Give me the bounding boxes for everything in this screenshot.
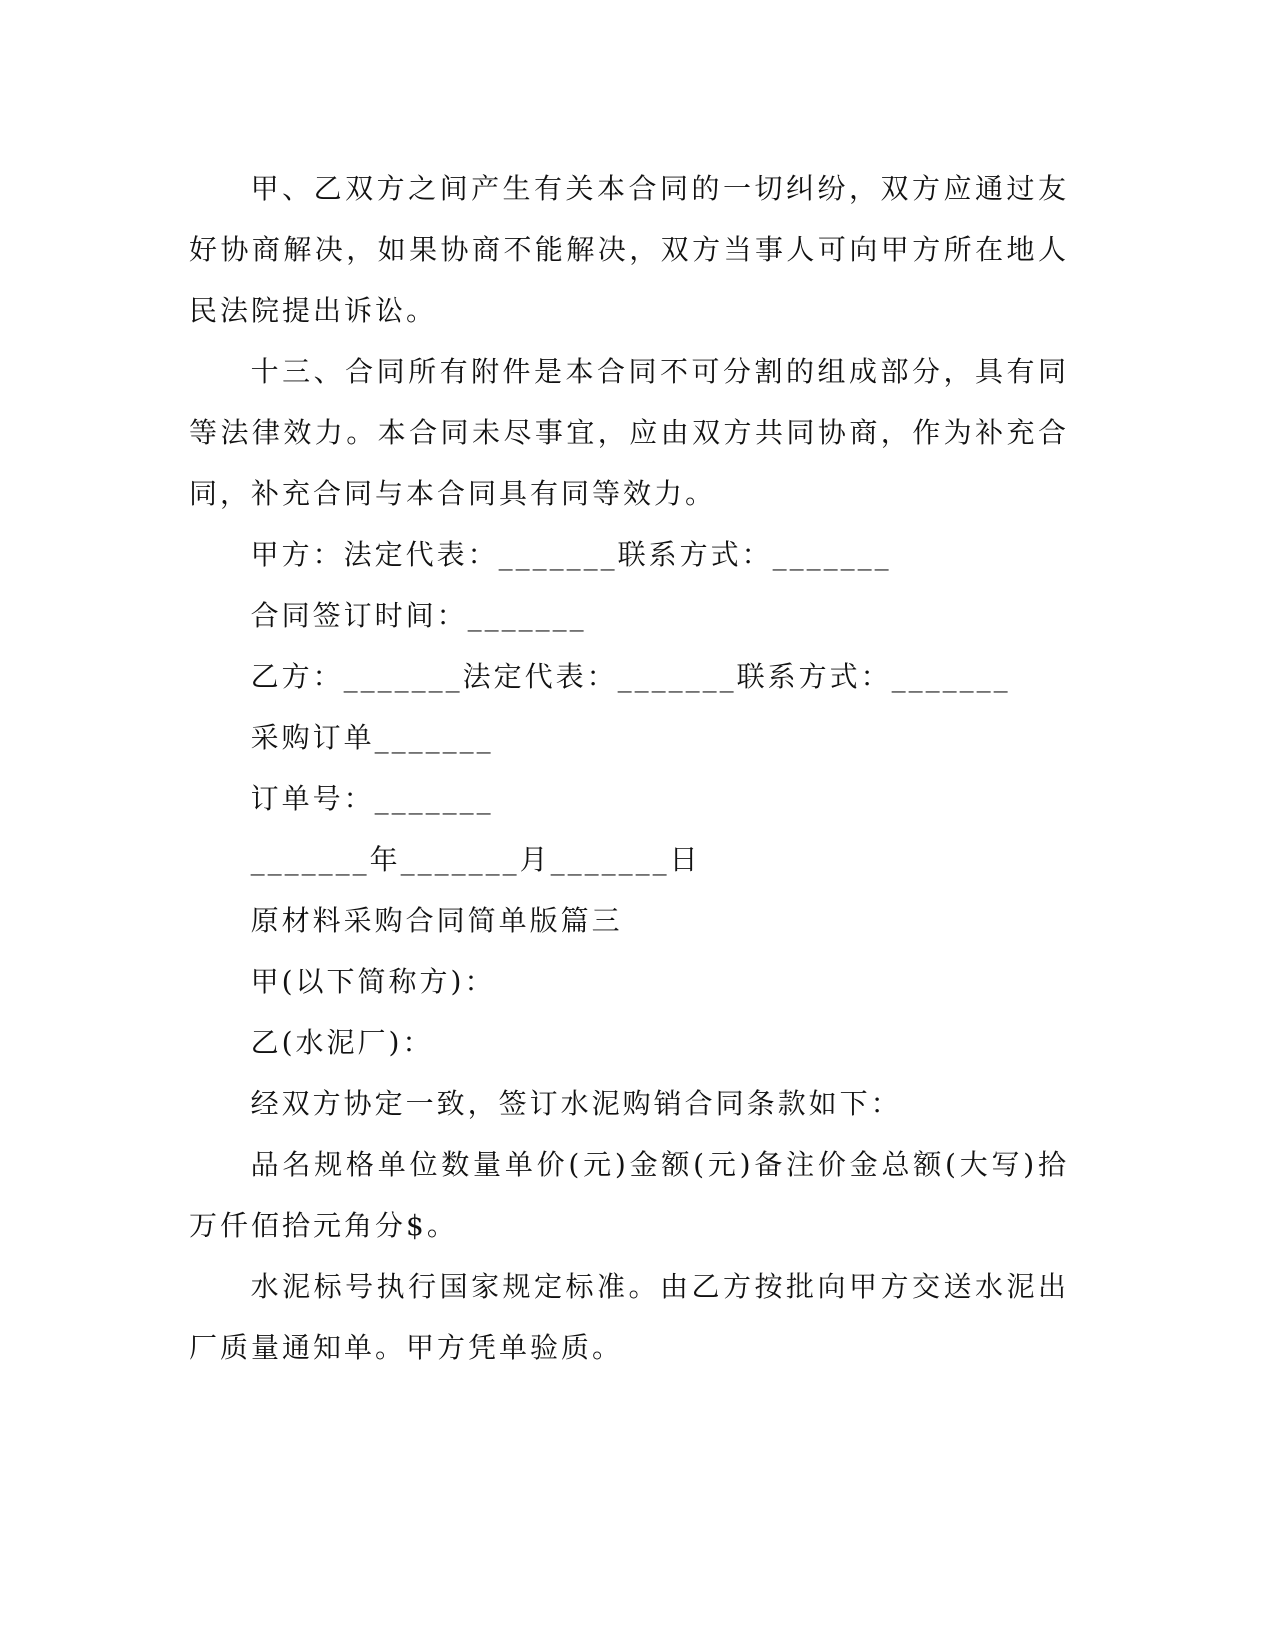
agreement-intro: 经双方协定一致，签订水泥购销合同条款如下： bbox=[250, 1087, 902, 1120]
document-body bbox=[189, 158, 1069, 1378]
product-spec-paragraph: 品名规格单位数量单价(元)金额(元)备注价金总额(大写)拾万仟佰拾元角分$。 bbox=[189, 1148, 1069, 1242]
party-a-signature-line: 甲方：法定代表：_______联系方式：_______ bbox=[250, 538, 892, 571]
party-a-line: 甲(以下简称方)： bbox=[250, 965, 496, 998]
paragraph-clause-13: 十三、合同所有附件是本合同不可分割的组成部分，具有同等法律效力。本合同未尽事宜，应由双方共同协商，作为补充合同，补充合同与本合同具有同等效力。 bbox=[189, 355, 1069, 510]
party-b-line: 乙(水泥厂)： bbox=[250, 1026, 434, 1059]
section-title: 原材料采购合同简单版篇三 bbox=[250, 904, 623, 937]
purchase-order-line: 采购订单_______ bbox=[250, 721, 494, 754]
party-b-signature-line: 乙方：_______法定代表：_______联系方式：_______ bbox=[250, 660, 1011, 693]
quality-standard-paragraph: 水泥标号执行国家规定标准。由乙方按批向甲方交送水泥出厂质量通知单。甲方凭单验质。 bbox=[189, 1270, 1069, 1364]
date-line: _______年_______月_______日 bbox=[250, 843, 701, 876]
paragraph-dispute-resolution: 甲、乙双方之间产生有关本合同的一切纠纷，双方应通过友好协商解决，如果协商不能解决，双方当事人可向甲方所在地人民法院提出诉讼。 bbox=[189, 172, 1069, 327]
signing-date-line: 合同签订时间：_______ bbox=[250, 599, 587, 632]
order-number-line: 订单号：_______ bbox=[250, 782, 494, 815]
